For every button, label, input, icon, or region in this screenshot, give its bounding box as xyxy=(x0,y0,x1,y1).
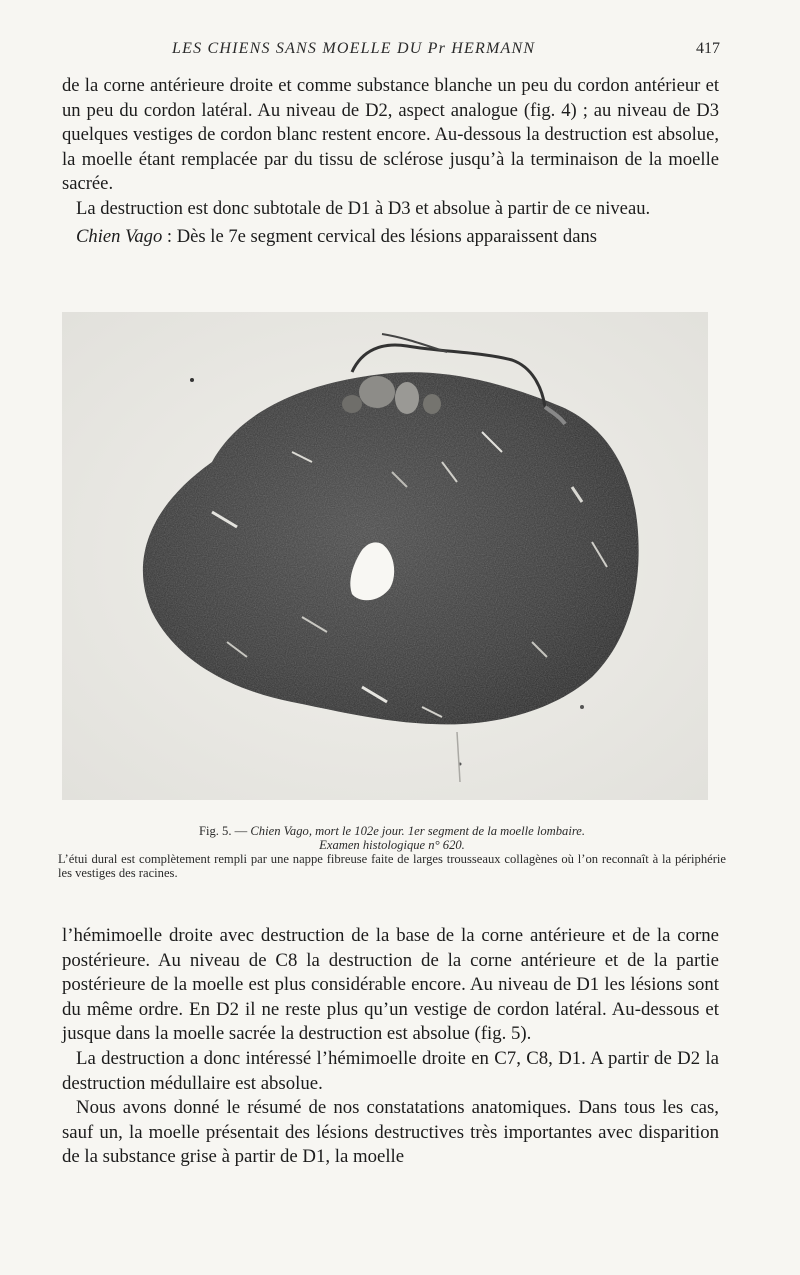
paragraph: La destruction est donc subtotale de D1 à D3 et absolue à partir de ce niveau. xyxy=(76,197,651,219)
paragraph: Nous avons donné le résumé de nos constatations anatomiques. Dans tous les cas, sauf un, la moelle présentait des lésions destructives très importantes avec disparition de la substance grise à partir de D1, la moelle xyxy=(62,1097,719,1168)
caption-label: Fig. 5. — xyxy=(198,824,248,838)
paragraph xyxy=(62,225,719,250)
paragraph: La destruction a donc intéressé l’hémimoelle droite en C7, C8, D1. A partir de D2 la destruction médullaire est absolue. xyxy=(62,1047,719,1094)
caption-title: Chien Vago, mort le 102e jour. 1er segment de la moelle lombaire. xyxy=(250,824,586,838)
page-number: 417 xyxy=(696,40,720,57)
running-header xyxy=(60,40,720,62)
paragraph-text: : Dès le 7e segment cervical des lésions apparaissent dans xyxy=(162,225,597,247)
body-text-bottom xyxy=(62,924,719,1170)
spinal-cord-section-photo xyxy=(62,312,708,800)
figure-caption-body xyxy=(58,852,726,880)
figure-caption-title xyxy=(58,824,726,852)
body-text-top xyxy=(62,74,719,249)
running-title: LES CHIENS SANS MOELLE DU Pr HERMANN xyxy=(172,40,536,57)
caption-exam: Examen histologique n° 620. xyxy=(319,838,465,852)
paragraph: l’hémimoelle droite avec destruction de la base de la corne antérieure et de la corne postérieure. Au niveau de C8 la destruction de la corne antérieure et de la partie postérieure de la moelle est plus considérable encore. Au niveau de D1 les lésions sont du même ordre. En D2 il ne reste plus qu’un vestige de cordon latéral. Au-dessous et jusque dans la moelle sacrée la destruction est absolue (fig. 5). xyxy=(62,925,719,1045)
paragraph: de la corne antérieure droite et comme substance blanche un peu du cordon antérieur et un peu du cordon latéral. Au niveau de D2, aspect analogue (fig. 4) ; au niveau de D3 quelques vestiges de cordon blanc restent encore. Au-dessous la destruction est absolue, la moelle étant remplacée par du tissu de sclérose jusqu’à la terminaison de la moelle sacrée. xyxy=(62,75,719,195)
caption-text: L’étui dural est complètement rempli par une nappe fibreuse faite de larges trousseaux collagènes où l’on reconnaît à la périphérie les vestiges des racines. xyxy=(58,852,726,880)
figure-photo xyxy=(62,312,708,800)
case-name: Chien Vago xyxy=(76,225,163,247)
